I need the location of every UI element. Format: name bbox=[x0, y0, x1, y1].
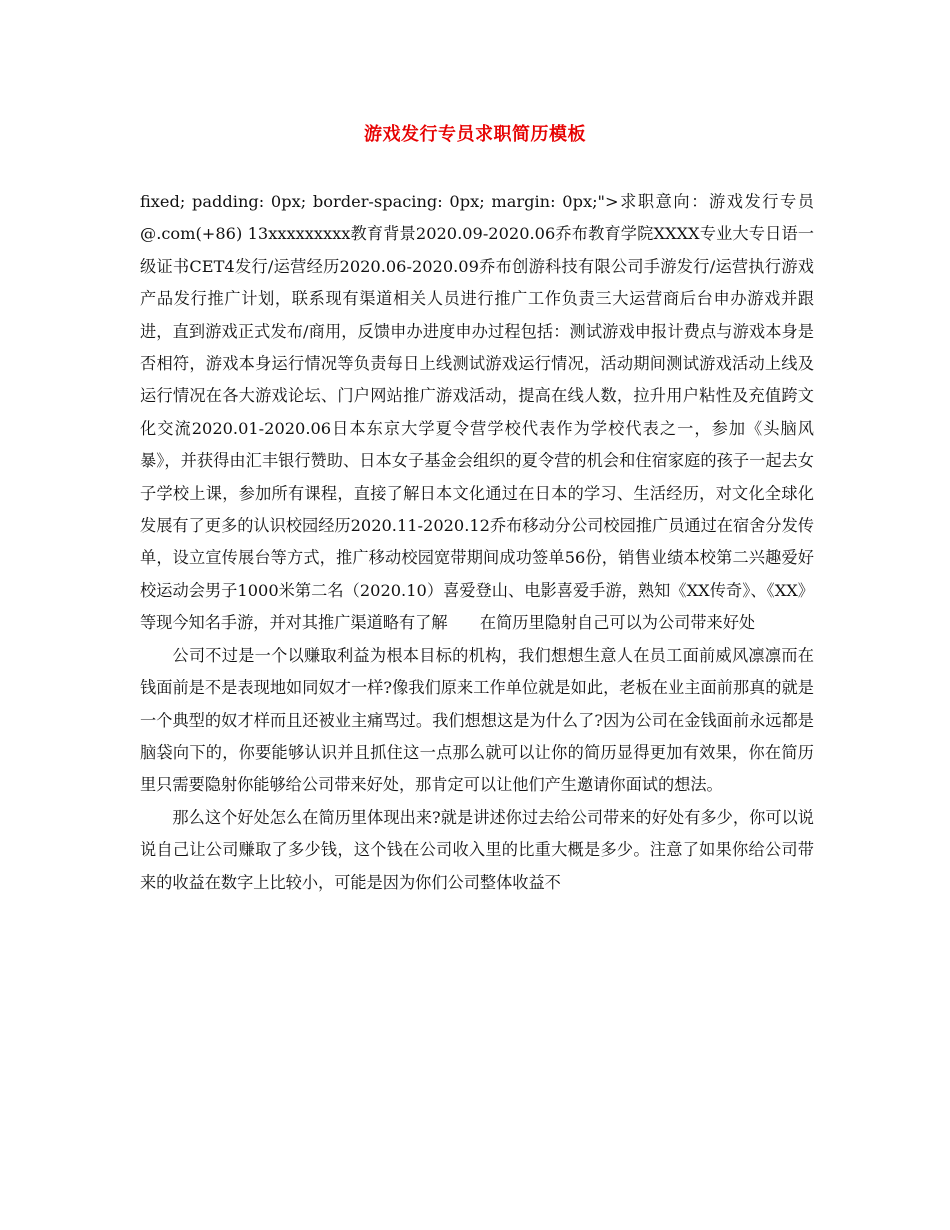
document-body bbox=[140, 186, 814, 899]
body-paragraph-company-benefit: 公司不过是一个以赚取利益为根本目标的机构，我们想想生意人在员工面前威风凛凛而在钱面前是不是表现地如同奴才一样?像我们原来工作单位就是如此，老板在业主面前那真的就是一个典型的奴才样而且还被业主痛骂过。我们想想这是为什么了?因为公司在金钱面前永远都是脑袋向下的，你要能够认识并且抓住这一点那么就可以让你的简历显得更加有效果，你在简历里只需要隐射你能够给公司带来好处，那肯定可以让他们产生邀请你面试的想法。 bbox=[140, 645, 814, 795]
document-title: 游戏发行专员求职简历模板 bbox=[364, 124, 586, 145]
body-paragraph-show-benefit: 那么这个好处怎么在简历里体现出来?就是讲述你过去给公司带来的好处有多少，你可以说说自己让公司赚取了多少钱，这个钱在公司收入里的比重大概是多少。注意了如果你给公司带来的收益在数字上比较小，可能是因为你们公司整体收益不 bbox=[140, 807, 814, 892]
body-paragraph-resume: fixed; padding: 0px; border-spacing: 0px; margin: 0px;">求职意向：游戏发行专员@.com(+86) 13xxxxxxxxx教育背景2020.09-2020.06乔布教育学院XXXX专业大专日语一级证书CET4发行/运营经历2020.06-2020.09乔布创游科技有限公司手游发行/运营执行游戏产品发行推广计划，联系现有渠道相关人员进行推广工作负责三大运营商后台申办游戏并跟进，直到游戏正式发布/商用，反馈申办进度申办过程包括：测试游戏申报计费点与游戏本身是否相符，游戏本身运行情况等负责每日上线测试游戏运行情况，活动期间测试游戏活动上线及运行情况在各大游戏论坛、门户网站推广游戏活动，提高在线人数，拉升用户粘性及充值跨文化交流2020.01-2020.06日本东京大学夏令营学校代表作为学校代表之一，参加《头脑风暴》，并获得由汇丰银行赞助、日本女子基金会组织的夏令营的机会和住宿家庭的孩子一起去女子学校上课，参加所有课程，直接了解日本文化通过在日本的学习、生活经历，对文化全球化发展有了更多的认识校园经历2020.11-2020.12乔布移动分公司校园推广员通过在宿舍分发传单，设立宣传展台等方式，推广移动校园宽带期间成功签单56份，销售业绩本校第二兴趣爱好校运动会男子1000米第二名（2020.10）喜爱登山、电影喜爱手游，熟知《XX传奇》、《XX》等现今知名手游，并对其推广渠道略有了解 在简历里隐射自己可以为公司带来好处 bbox=[140, 192, 814, 633]
